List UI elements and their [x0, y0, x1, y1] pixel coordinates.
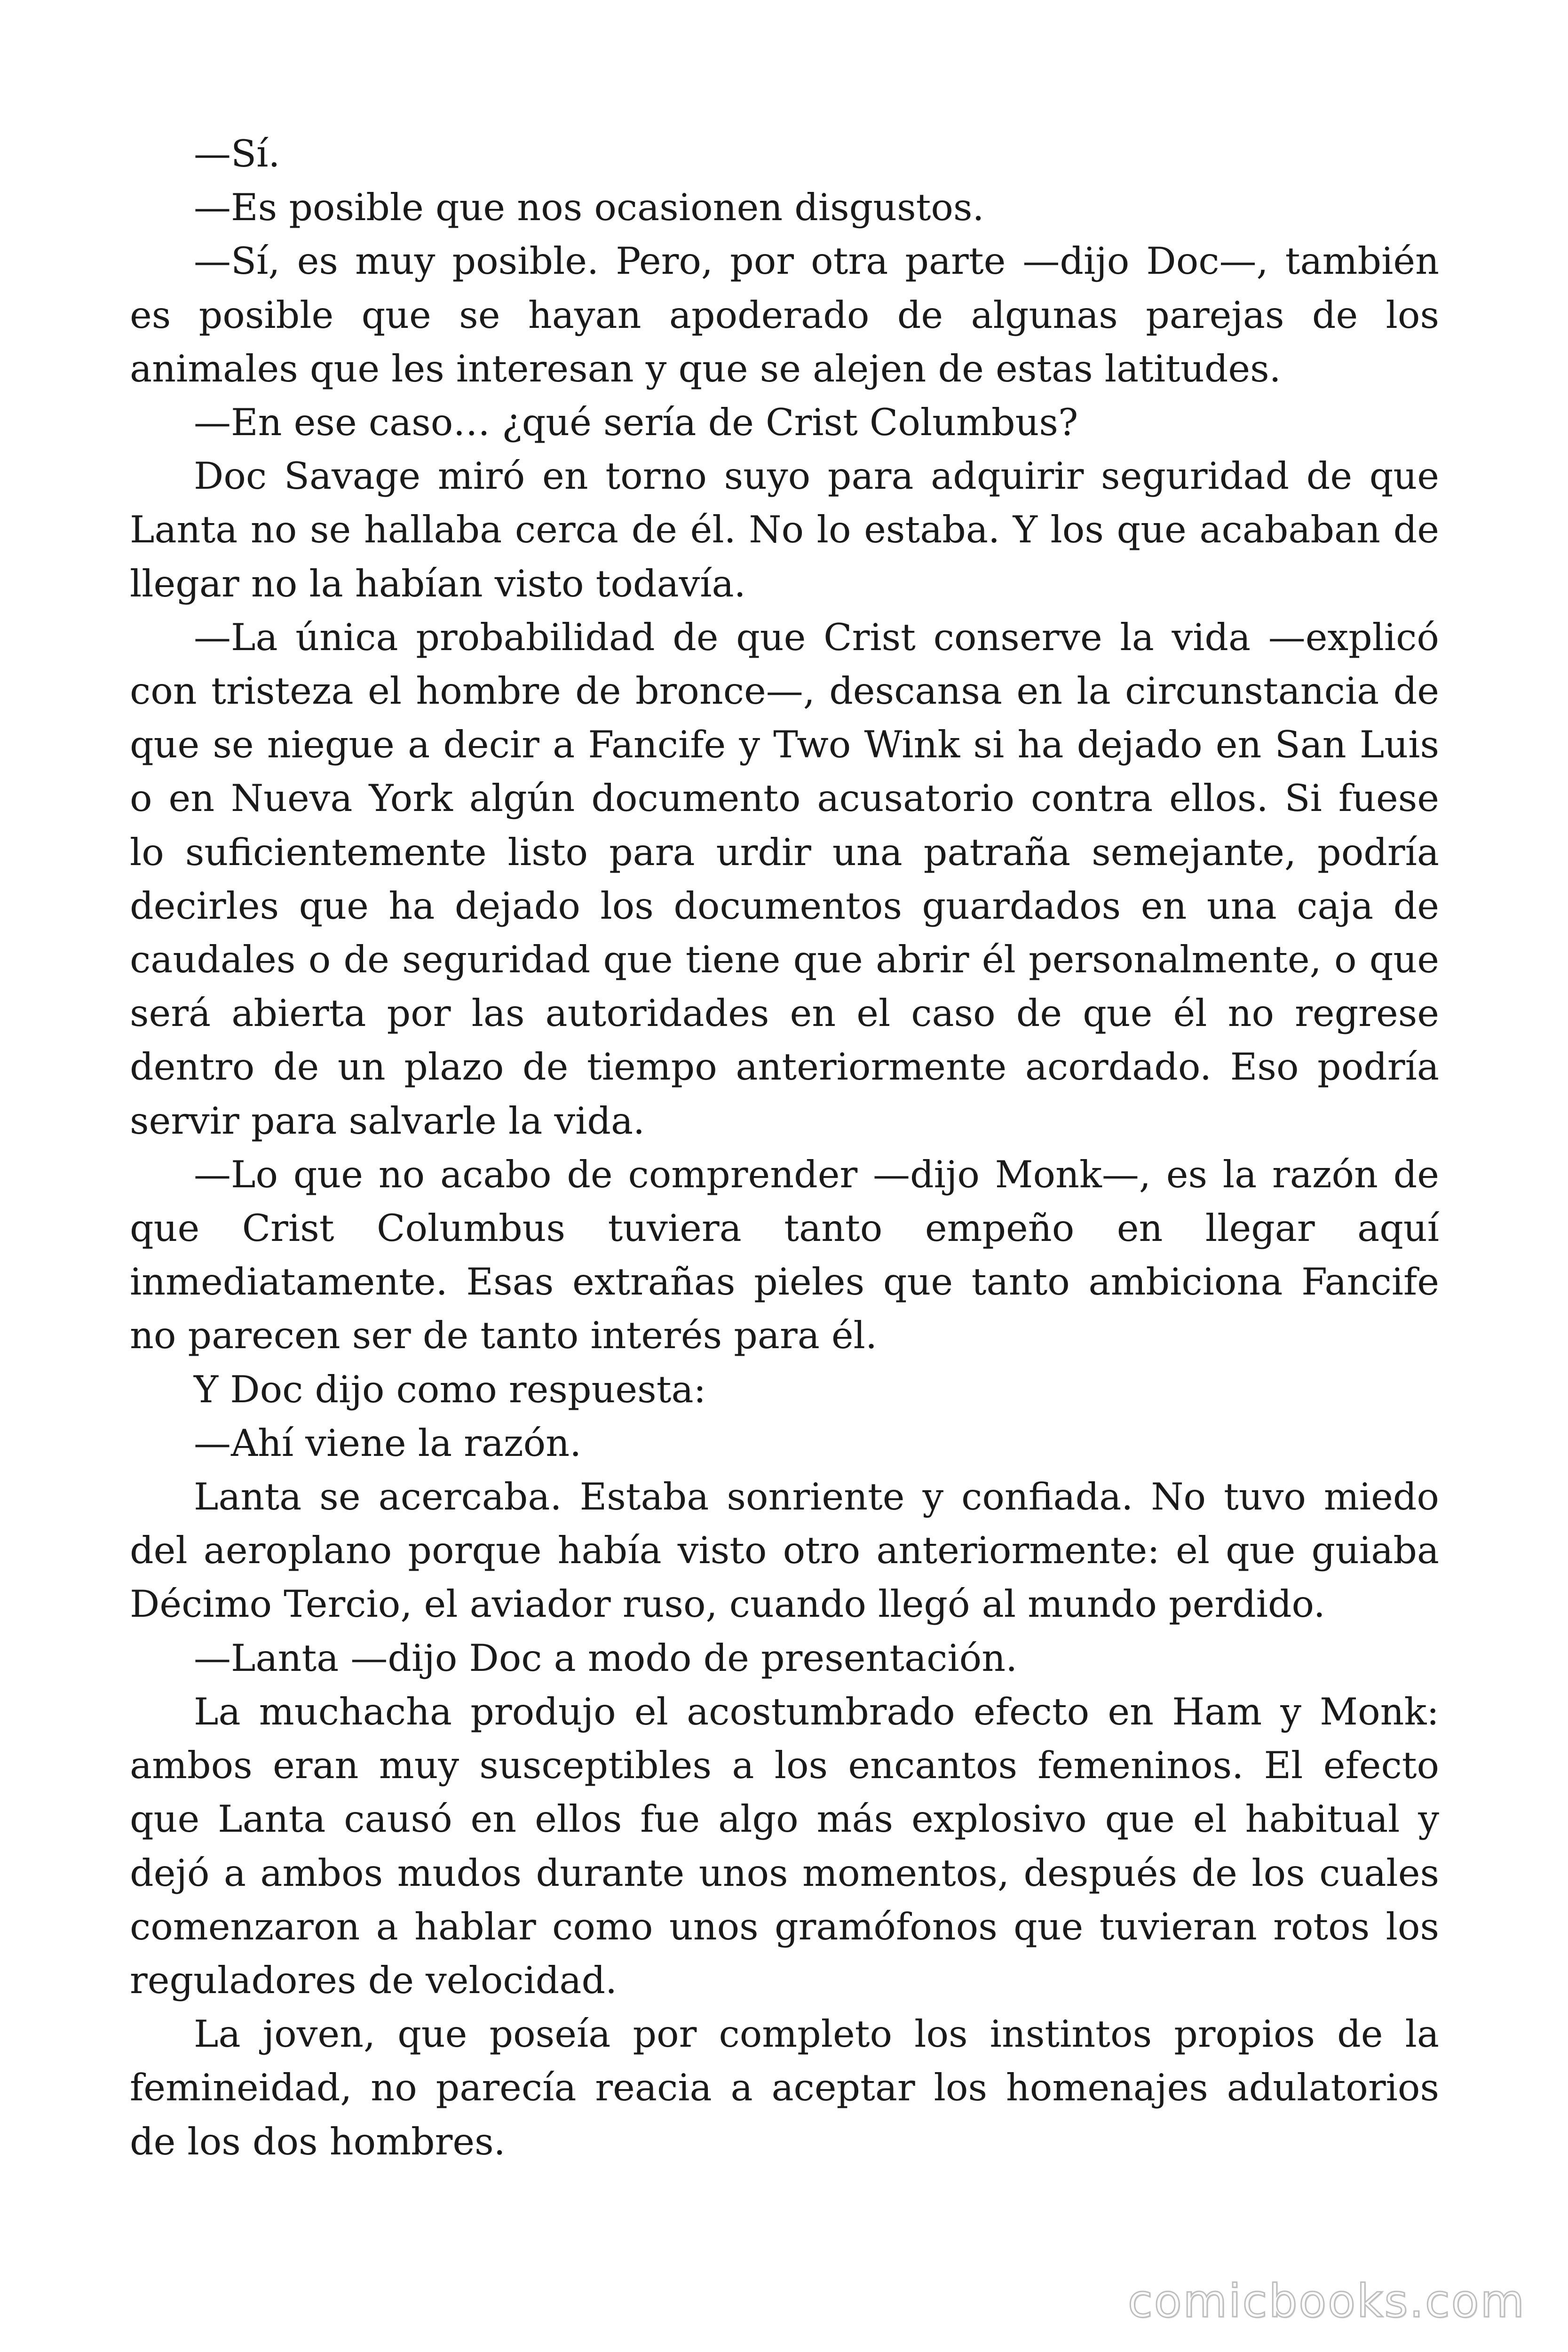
paragraph: La joven, que poseía por completo los instintos propios de la femineidad, no parecía reacia a aceptar los homenajes adulatorios de los dos hombres.: [130, 2012, 1439, 2163]
watermark: comicbooks.com: [1127, 2275, 1526, 2328]
paragraph: —Ahí viene la razón.: [194, 1421, 582, 1465]
paragraph: —La única probabilidad de que Crist conserve la vida —explicó con tristeza el hombre de bronce—, descansa en la circunstancia de que se niegue a decir a Fancife y Two Wink si ha dejado en San Luis o en Nueva York algún documento acusatorio contra ellos. Si fuese lo suficientemente listo para urdir una patraña semejante, podría decirles que ha dejado los documentos guardados en una caja de caudales o de seguridad que tiene que abrir él personalmente, o que será abierta por las autoridades en el caso de que él no regrese dentro de un plazo de tiempo anteriormente acordado. Eso podría servir para salvarle la vida.: [130, 615, 1439, 1143]
paragraph: Doc Savage miró en torno suyo para adquirir seguridad de que Lanta no se hallaba cerca de él. No lo estaba. Y los que acababan de llegar no la habían visto todavía.: [130, 454, 1439, 605]
paragraph: —Lanta —dijo Doc a modo de presentación.: [194, 1636, 1018, 1680]
paragraph: Lanta se acercaba. Estaba sonriente y confiada. No tuvo miedo del aeroplano porque había visto otro anteriormente: el que guiaba Décimo Tercio, el aviador ruso, cuando llegó al mundo perdido.: [130, 1475, 1439, 1626]
paragraph: —Sí.: [194, 132, 280, 175]
paragraph: —En ese caso… ¿qué sería de Crist Columbus?: [194, 401, 1078, 445]
page-body: [130, 127, 1439, 2169]
paragraph: La muchacha produjo el acostumbrado efecto en Ham y Monk: ambos eran muy susceptibles a los encantos femeninos. El efecto que Lanta causó en ellos fue algo más explosivo que el habitual y dejó a ambos mudos durante unos momentos, después de los cuales comenzaron a hablar como unos gramófonos que tuvieran rotos los reguladores de velocidad.: [130, 1690, 1439, 2002]
paragraph: Y Doc dijo como respuesta:: [194, 1367, 706, 1411]
paragraph: —Es posible que nos ocasionen disgustos.: [194, 186, 984, 230]
paragraph: —Lo que no acabo de comprender —dijo Monk—, es la razón de que Crist Columbus tuviera tanto empeño en llegar aquí inmediatamente. Esas extrañas pieles que tanto ambiciona Fancife no parecen ser de tanto interés para él.: [130, 1152, 1439, 1358]
paragraph: —Sí, es muy posible. Pero, por otra parte —dijo Doc—, también es posible que se hayan apoderado de algunas parejas de los animales que les interesan y que se alejen de estas latitudes.: [130, 239, 1439, 390]
